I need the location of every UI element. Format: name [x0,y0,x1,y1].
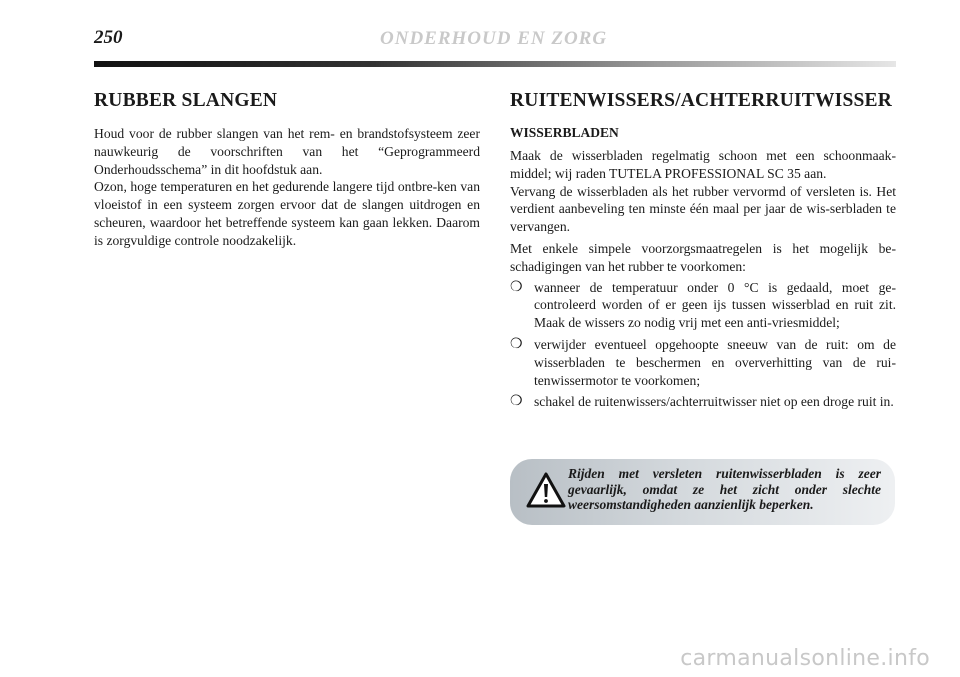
left-column [94,90,480,250]
warning-triangle-icon [526,472,566,508]
wipers-paragraph-1: Maak de wisserbladen regelmatig schoon met een schoonmaak-middel; wij raden TUTELA PROFESSIONAL SC 35 aan. [510,148,896,181]
section-title: ONDERHOUD EN ZORG [380,28,608,49]
list-item-text: verwijder eventueel opgehoopte sneeuw van de ruit: om de wisserbladen te beschermen en oververhitting van de rui-tenwissermotor te voorkomen; [534,336,896,388]
page-number: 250 [94,27,123,48]
wipers-paragraph-3: Met enkele simpele voorzorgsmaatregelen is het mogelijk be-schadigingen van het rubber te voorkomen: [510,240,896,274]
header-rule [94,61,896,67]
right-column [510,90,896,415]
list-item-text: wanneer de temperatuur onder 0 °C is gedaald, moet ge-controleerd worden of er geen ijs tussen wisserblad en ruit zit. Maak de wissers zo nodig vrij met een anti-vriesmiddel; [534,279,896,331]
list-item [510,279,896,332]
warning-box [510,459,895,525]
wipers-heading: RUITENWISSERS/ACHTERRUITWISSER [510,90,893,111]
wipers-paragraph-2: Vervang de wisserbladen als het rubber vervormd of versleten is. Het verdient aanbeveling ten minste één maal per jaar de wis-serbladen te vervangen. [510,183,896,235]
list-item [510,393,896,411]
list-item [510,336,896,389]
bullet-icon: ❍ [510,279,523,295]
bullet-icon: ❍ [510,394,523,410]
warning-text: Rijden met versleten ruitenwisserbladen is zeer gevaarlijk, omdat ze het zicht onder slechte weersomstandigheden aanzienlijk beperken. [568,466,881,513]
watermark: carmanualsonline.info [680,646,930,671]
hoses-paragraph-1: Houd voor de rubber slangen van het rem- en brandstofsysteem zeer nauwkeurig de voorschriften van het “Geprogrammeerd Onderhoudsschema” in dit hoofdstuk aan. [94,126,480,177]
bullet-icon: ❍ [510,336,523,352]
rubber-hoses-heading: RUBBER SLANGEN [94,90,278,111]
hoses-paragraph-2: Ozon, hoge temperaturen en het gedurende langere tijd ontbre-ken van vloeistof in een systeem zorgen ervoor dat de slangen uitdrogen en scheuren, waardoor het betreffende systeem kan gaan lekken. Daarom is zorgvuldige controle noodzakelijk. [94,179,480,248]
list-item-text: schakel de ruitenwissers/achterruitwisser niet op een droge ruit in. [534,394,894,410]
precautions-list [510,279,896,412]
wiper-blades-subheading: WISSERBLADEN [510,125,619,140]
